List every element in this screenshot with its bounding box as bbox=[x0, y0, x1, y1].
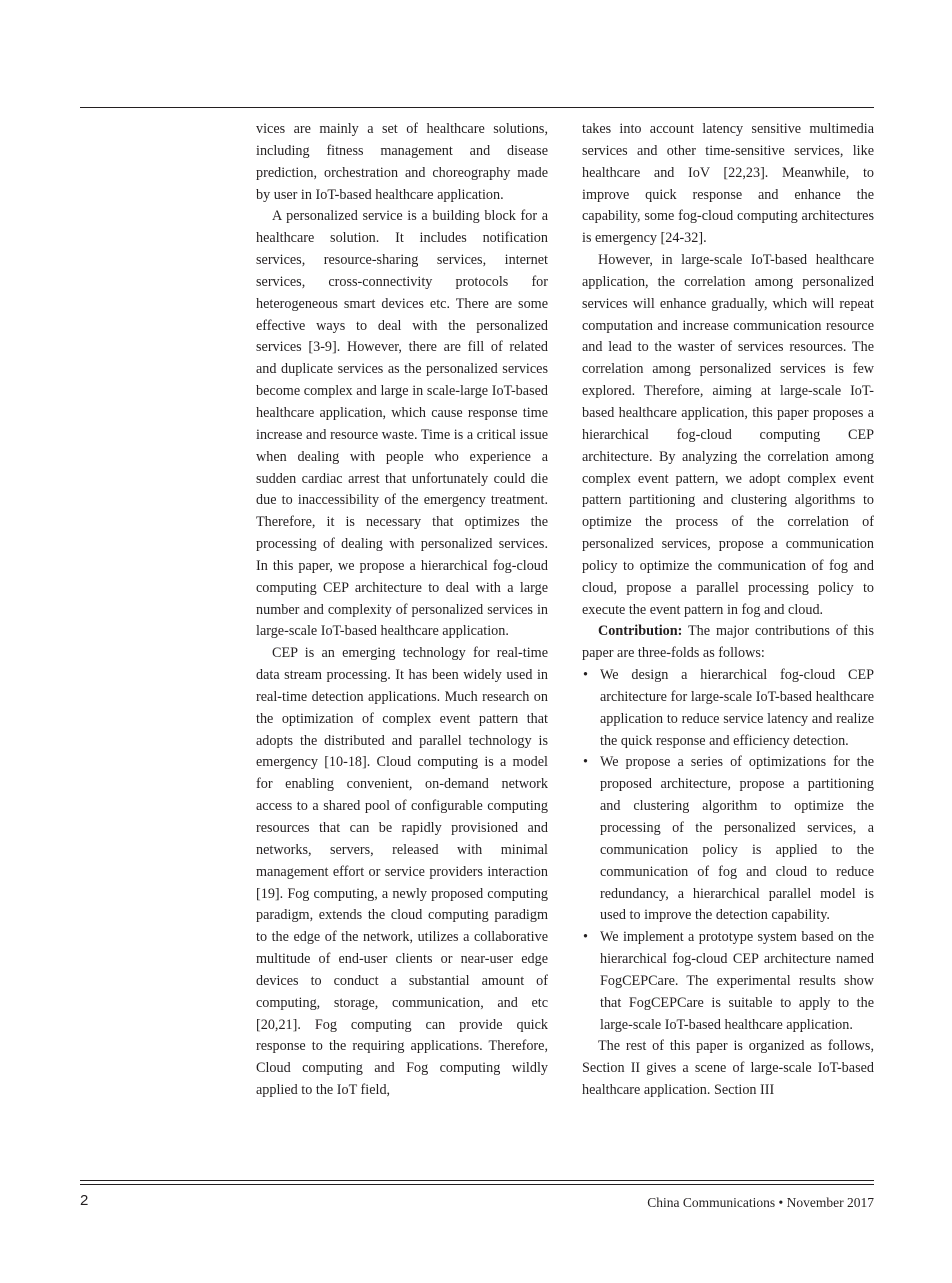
bullet-icon: • bbox=[583, 929, 588, 946]
page-number: 2 bbox=[80, 1192, 89, 1209]
right-column bbox=[582, 119, 874, 1102]
left-column bbox=[256, 119, 548, 1102]
paragraph: The rest of this paper is organized as follows, Section II gives a scene of large-scale IoT-based healthcare application. Section III bbox=[582, 1038, 874, 1099]
contribution-list bbox=[582, 665, 874, 1036]
header-rule bbox=[80, 107, 874, 108]
footer-rule bbox=[80, 1184, 874, 1185]
list-item bbox=[582, 752, 874, 927]
list-item-text: We propose a series of optimizations for the proposed architecture, propose a partitioning and clustering algorithm to optimize the processing of the personalized services, a communication policy is applied to the communication of fog and cloud to reduce redundancy, a hierarchical parallel model is used to improve the detection capability. bbox=[600, 754, 874, 924]
footer-rule bbox=[80, 1180, 874, 1181]
bullet-icon: • bbox=[583, 667, 588, 684]
list-item bbox=[582, 927, 874, 1036]
list-item-text: We implement a prototype system based on the hierarchical fog-cloud CEP architecture named FogCEPCare. The experimental results show that FogCEPCare is suitable to apply to the large-scale IoT-based healthcare application. bbox=[600, 929, 874, 1033]
paragraph: However, in large-scale IoT-based healthcare application, the correlation among personalized services will enhance gradually, which will repeat computation and increase communication resource and lead to the waster of services resources. The correlation among personalized services is few explored. Therefore, aiming at large-scale IoT-based healthcare application, this paper proposes a hierarchical fog-cloud computing CEP architecture. By analyzing the correlation among complex event pattern, we adopt complex event pattern partitioning and clustering algorithms to optimize the process of the correlation of personalized services, propose a communication policy to optimize the communication of fog and cloud, propose a parallel processing policy to execute the event pattern in fog and cloud. bbox=[582, 252, 874, 618]
paragraph: A personalized service is a building block for a healthcare solution. It includes notification services, resource-sharing services, internet services, cross-connectivity protocols for heterogeneous smart devices etc. There are some effective ways to deal with the personalized services [3-9]. However, there are fill of related and duplicate services as the personalized services become complex and large in scale-large IoT-based healthcare application, which cause response time increase and resource waste. Time is a critical issue when dealing with people who experience a sudden cardiac arrest that unfortunately could die due to inaccessibility of the emergency treatment. Therefore, it is necessary that optimizes the processing of dealing with personalized services. In this paper, we propose a hierarchical fog-cloud computing CEP architecture to deal with a large number and complexity of personalized services in large-scale IoT-based healthcare application. bbox=[256, 208, 548, 640]
list-item bbox=[582, 665, 874, 752]
paragraph: vices are mainly a set of healthcare solutions, including fitness management and disease prediction, orchestration and choreography made by user in IoT-based healthcare application. bbox=[256, 121, 548, 203]
contribution-text: The major contributions of this paper are three-folds as follows: bbox=[582, 623, 874, 662]
paragraph: takes into account latency sensitive multimedia services and other time-sensitive services, like healthcare and IoV [22,23]. Meanwhile, to improve quick response and enhance the capability, some fog-cloud computing architectures is emergency [24-32]. bbox=[582, 121, 874, 247]
paragraph: CEP is an emerging technology for real-time data stream processing. It has been widely used in real-time detection applications. Much research on the optimization of complex event pattern that adopts the distributed and parallel technology is emergency [10-18]. Cloud computing is a model for enabling convenient, on-demand network access to a shared pool of configurable computing resources that can be rapidly provisioned and networks, servers, released with minimal management effort or service providers interaction [19]. Fog computing, a newly proposed computing paradigm, extends the cloud computing paradigm to the edge of the network, utilizes a collaborative multitude of end-user clients or near-user edge devices to conduct a substantial amount of computing, storage, communication, and etc [20,21]. Fog computing can provide quick response to the requiring applications. Therefore, Cloud computing and Fog computing wildly applied to the IoT field, bbox=[256, 645, 548, 1099]
contribution-paragraph bbox=[582, 621, 874, 665]
list-item-text: We design a hierarchical fog-cloud CEP architecture for large-scale IoT-based healthcare application to reduce service latency and realize the quick response and efficiency detection. bbox=[600, 667, 874, 749]
contribution-label: Contribution: bbox=[598, 623, 683, 640]
bullet-icon: • bbox=[583, 754, 588, 771]
journal-footer: China Communications • November 2017 bbox=[647, 1195, 874, 1210]
